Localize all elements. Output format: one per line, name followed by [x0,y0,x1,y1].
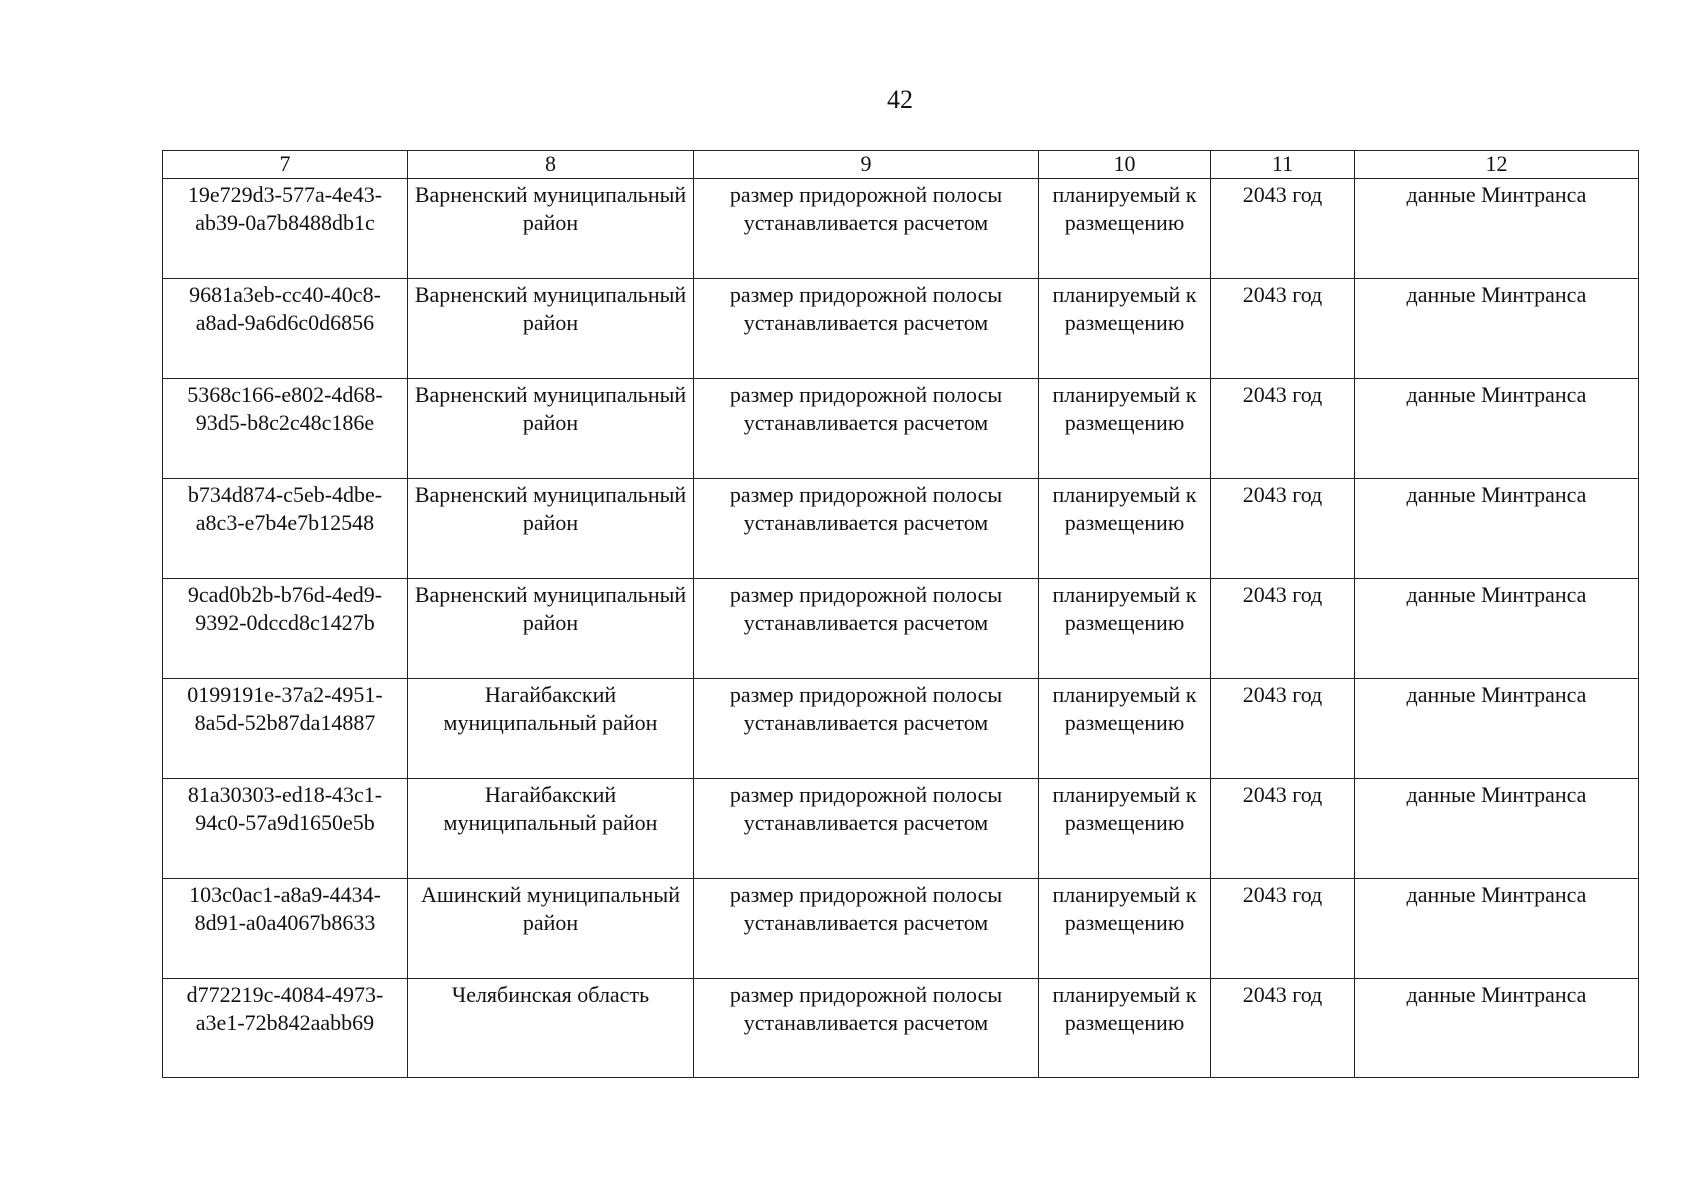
table-header [163,151,1639,179]
cell-year: 2043 год [1211,479,1355,579]
header-row [163,151,1639,179]
cell-district: Варненский муниципальный район [408,179,694,279]
table-row [163,279,1639,379]
cell-source: данные Минтранса [1355,979,1639,1078]
cell-status: планируемый к размещению [1039,279,1211,379]
table-row [163,879,1639,979]
cell-source: данные Минтранса [1355,479,1639,579]
column-header: 10 [1039,151,1211,179]
cell-source: данные Минтранса [1355,179,1639,279]
cell-id: 9681a3eb-cc40-40c8-a8ad-9a6d6c0d6856 [163,279,408,379]
table-body [163,179,1639,1078]
cell-size: размер придорожной полосы устанавливается расчетом [694,879,1039,979]
cell-year: 2043 год [1211,379,1355,479]
cell-size: размер придорожной полосы устанавливается расчетом [694,779,1039,879]
cell-source: данные Минтранса [1355,879,1639,979]
cell-id: 0199191e-37a2-4951-8a5d-52b87da14887 [163,679,408,779]
cell-year: 2043 год [1211,779,1355,879]
cell-district: Варненский муниципальный район [408,279,694,379]
cell-status: планируемый к размещению [1039,779,1211,879]
cell-district: Нагайбакский муниципальный район [408,679,694,779]
cell-source: данные Минтранса [1355,779,1639,879]
cell-year: 2043 год [1211,179,1355,279]
cell-source: данные Минтранса [1355,379,1639,479]
column-header: 9 [694,151,1039,179]
column-header: 8 [408,151,694,179]
cell-id: 103c0ac1-a8a9-4434-8d91-a0a4067b8633 [163,879,408,979]
data-table [162,150,1639,1078]
cell-size: размер придорожной полосы устанавливается расчетом [694,279,1039,379]
cell-size: размер придорожной полосы устанавливается расчетом [694,979,1039,1078]
table-row [163,379,1639,479]
column-header: 12 [1355,151,1639,179]
column-header: 7 [163,151,408,179]
cell-status: планируемый к размещению [1039,679,1211,779]
cell-year: 2043 год [1211,679,1355,779]
cell-source: данные Минтранса [1355,679,1639,779]
cell-size: размер придорожной полосы устанавливается расчетом [694,179,1039,279]
cell-status: планируемый к размещению [1039,179,1211,279]
cell-size: размер придорожной полосы устанавливается расчетом [694,479,1039,579]
table-row [163,979,1639,1078]
cell-district: Челябинская область [408,979,694,1078]
cell-source: данные Минтранса [1355,579,1639,679]
cell-id: 5368c166-e802-4d68-93d5-b8c2c48c186e [163,379,408,479]
cell-district: Ашинский муниципальный район [408,879,694,979]
cell-status: планируемый к размещению [1039,479,1211,579]
cell-district: Варненский муниципальный район [408,579,694,679]
cell-id: 19e729d3-577a-4e43-ab39-0a7b8488db1c [163,179,408,279]
table-row [163,679,1639,779]
cell-status: планируемый к размещению [1039,379,1211,479]
cell-size: размер придорожной полосы устанавливается расчетом [694,379,1039,479]
cell-year: 2043 год [1211,879,1355,979]
cell-id: 81a30303-ed18-43c1-94c0-57a9d1650e5b [163,779,408,879]
table-row [163,479,1639,579]
page-number: 42 [887,85,913,114]
cell-year: 2043 год [1211,979,1355,1078]
cell-year: 2043 год [1211,579,1355,679]
cell-status: планируемый к размещению [1039,579,1211,679]
cell-id: d772219c-4084-4973-a3e1-72b842aabb69 [163,979,408,1078]
cell-size: размер придорожной полосы устанавливается расчетом [694,679,1039,779]
cell-district: Варненский муниципальный район [408,479,694,579]
cell-id: 9cad0b2b-b76d-4ed9-9392-0dccd8c1427b [163,579,408,679]
column-header: 11 [1211,151,1355,179]
table-row [163,779,1639,879]
cell-status: планируемый к размещению [1039,879,1211,979]
cell-district: Варненский муниципальный район [408,379,694,479]
cell-year: 2043 год [1211,279,1355,379]
table-row [163,179,1639,279]
cell-id: b734d874-c5eb-4dbe-a8c3-e7b4e7b12548 [163,479,408,579]
cell-size: размер придорожной полосы устанавливается расчетом [694,579,1039,679]
table-row [163,579,1639,679]
cell-district: Нагайбакский муниципальный район [408,779,694,879]
cell-status: планируемый к размещению [1039,979,1211,1078]
cell-source: данные Минтранса [1355,279,1639,379]
